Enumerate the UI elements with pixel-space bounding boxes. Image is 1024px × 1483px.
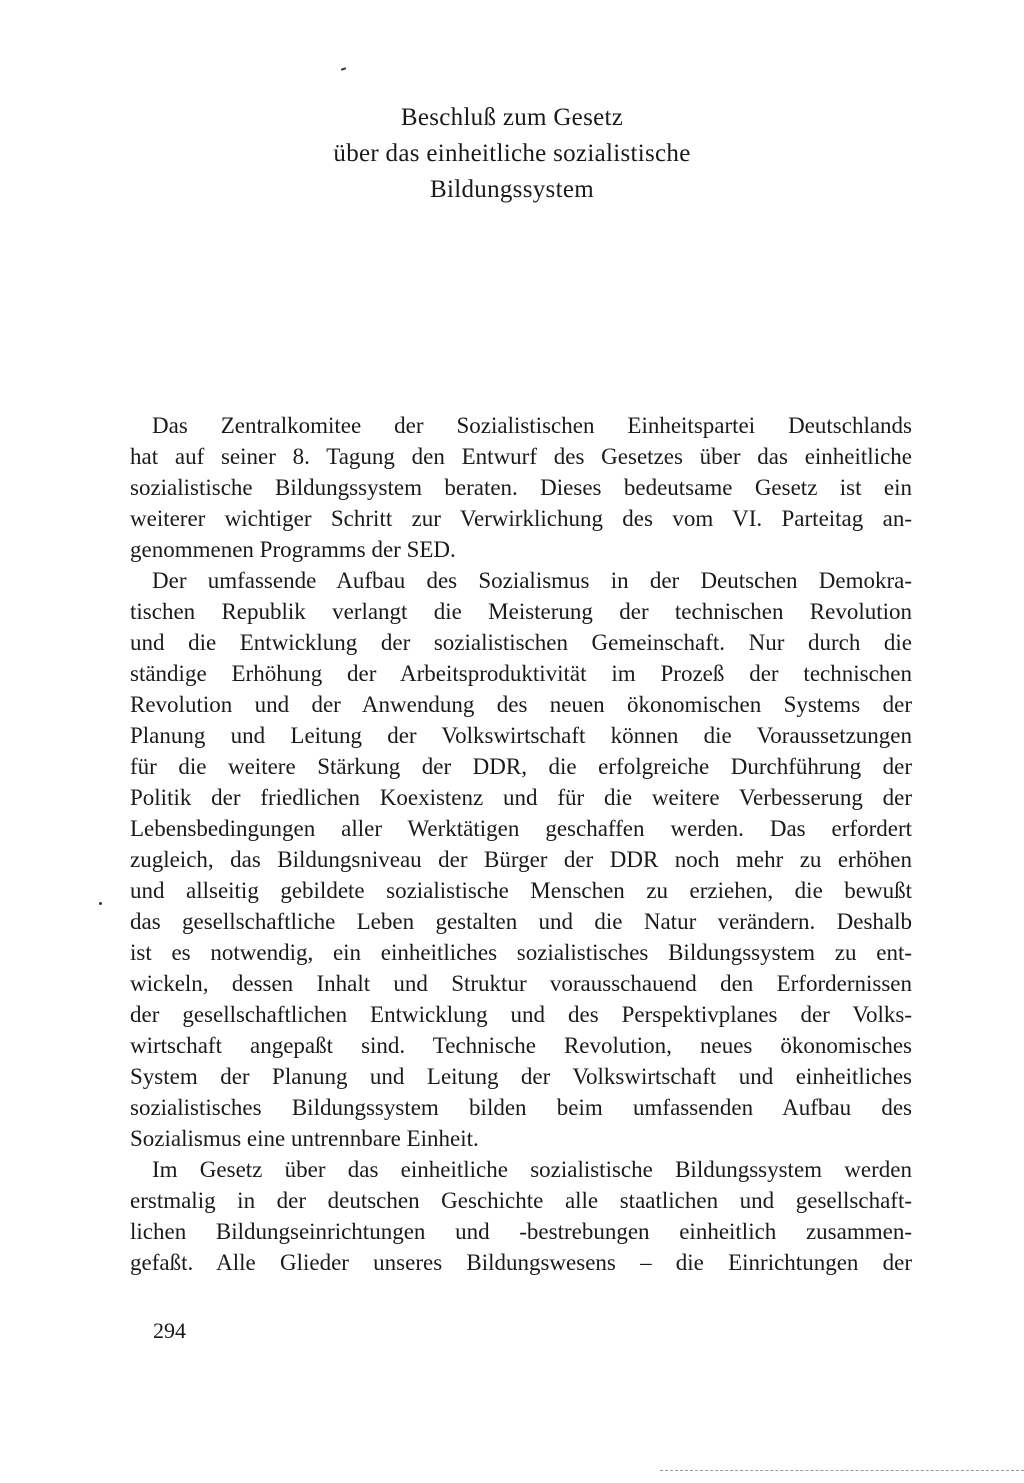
text-line: für die weitere Stärkung der DDR, die erfolgreiche Durchführung der <box>130 754 912 779</box>
document-title <box>0 100 1024 208</box>
text-line: ist es notwendig, ein einheitliches sozialistisches Bildungssystem zu ent- <box>130 940 912 965</box>
document-body <box>130 410 912 1278</box>
text-line: lichen Bildungseinrichtungen und -bestrebungen einheitlich zusammen- <box>130 1219 912 1244</box>
text-line: genommenen Programms der SED. <box>130 537 456 562</box>
paragraph <box>130 1154 912 1278</box>
text-line: weiterer wichtiger Schritt zur Verwirklichung des vom VI. Parteitag an- <box>130 506 912 531</box>
text-line: der gesellschaftlichen Entwicklung und des Perspektivplanes der Volks- <box>130 1002 912 1027</box>
text-line: und die Entwicklung der sozialistischen Gemeinschaft. Nur durch die <box>130 630 912 655</box>
text-line: Politik der friedlichen Koexistenz und für die weitere Verbesserung der <box>130 785 912 810</box>
text-line: erstmalig in der deutschen Geschichte alle staatlichen und gesellschaft- <box>130 1188 912 1213</box>
title-line: Beschluß zum Gesetz <box>400 104 624 131</box>
text-line: und allseitig gebildete sozialistische Menschen zu erziehen, die bewußt <box>130 878 912 903</box>
scan-edge-rule <box>660 1470 1024 1472</box>
text-line: wickeln, dessen Inhalt und Struktur vorausschauend den Erfordernissen <box>130 971 912 996</box>
text-line: Revolution und der Anwendung des neuen ökonomischen Systems der <box>130 692 912 717</box>
text-line: sozialistische Bildungssystem beraten. Dieses bedeutsame Gesetz ist ein <box>130 475 912 500</box>
text-line: sozialistisches Bildungssystem bilden beim umfassenden Aufbau des <box>130 1095 912 1120</box>
paragraph <box>130 565 912 1154</box>
text-line: Sozialismus eine untrennbare Einheit. <box>130 1126 479 1151</box>
text-line: ständige Erhöhung der Arbeitsproduktivität im Prozeß der technischen <box>130 661 912 686</box>
text-line: Lebensbedingungen aller Werktätigen geschaffen werden. Das erfordert <box>130 816 912 841</box>
text-line: tischen Republik verlangt die Meisterung der technischen Revolution <box>130 599 912 624</box>
page-number: 294 <box>153 1318 186 1343</box>
text-line: Das Zentralkomitee der Sozialistischen Einheitspartei Deutschlands <box>152 413 912 438</box>
text-line: gefaßt. Alle Glieder unseres Bildungswesens – die Einrichtungen der <box>130 1250 912 1275</box>
text-line: das gesellschaftliche Leben gestalten und die Natur verändern. Deshalb <box>130 909 912 934</box>
paragraph <box>130 410 912 565</box>
text-line: Planung und Leitung der Volkswirtschaft können die Voraussetzungen <box>130 723 912 748</box>
text-line: Im Gesetz über das einheitliche sozialistische Bildungssystem werden <box>152 1157 912 1182</box>
title-line: Bildungssystem <box>430 176 594 203</box>
scan-speck <box>341 67 346 71</box>
text-line: hat auf seiner 8. Tagung den Entwurf des Gesetzes über das einheitliche <box>130 444 912 469</box>
text-line: System der Planung und Leitung der Volkswirtschaft und einheitliches <box>130 1064 912 1089</box>
scan-speck <box>99 902 102 905</box>
text-line: Der umfassende Aufbau des Sozialismus in der Deutschen Demokra- <box>152 568 912 593</box>
text-line: zugleich, das Bildungsniveau der Bürger der DDR noch mehr zu erhöhen <box>130 847 912 872</box>
text-line: wirtschaft angepaßt sind. Technische Revolution, neues ökonomisches <box>130 1033 912 1058</box>
title-line: über das einheitliche sozialistische <box>333 140 691 167</box>
